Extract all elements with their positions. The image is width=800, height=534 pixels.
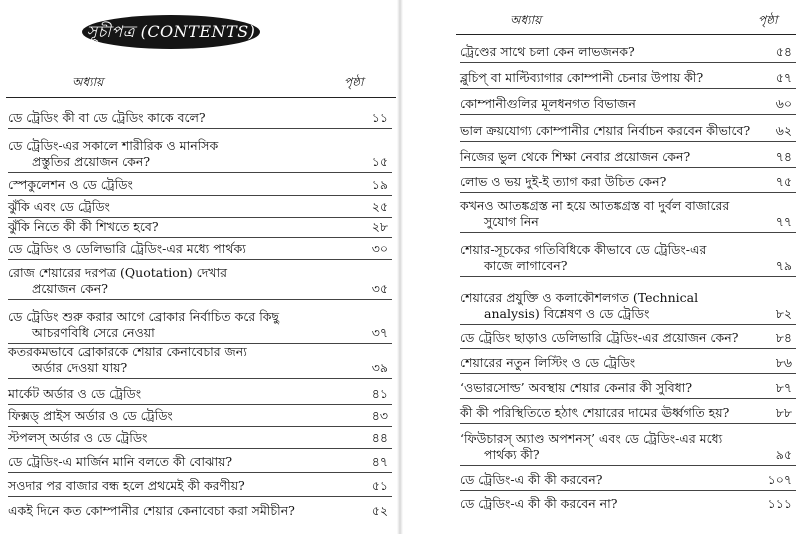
contents-title: সূচীপত্র (CONTENTS) bbox=[82, 15, 260, 49]
page-column-header: পৃষ্ঠা bbox=[344, 75, 364, 89]
entry-page-number: ১০৭ bbox=[767, 472, 792, 487]
entry-title: ফিক্সড্ প্রাইস অর্ডার ও ডে ট্রেডিং bbox=[8, 408, 173, 423]
chapter-column-header: অধ্যায় bbox=[510, 13, 542, 27]
toc-entry[interactable] bbox=[460, 423, 796, 466]
entry-page-number: ৪৭ bbox=[371, 454, 388, 469]
toc-entry[interactable] bbox=[8, 98, 392, 129]
toc-entry[interactable] bbox=[460, 490, 796, 514]
toc-entry[interactable] bbox=[8, 299, 392, 344]
entry-title: শেয়ারের প্রযুক্তি ও কলাকৌশলগত (Technical analysis) বিশ্লেষণ ও ডে ট্রেডিং bbox=[460, 290, 699, 321]
entry-page-number: ৭৫ bbox=[775, 174, 792, 189]
toc-entry[interactable] bbox=[8, 217, 392, 238]
entry-page-number: ৩৭ bbox=[371, 325, 388, 340]
toc-list-left bbox=[8, 98, 392, 528]
entry-page-number: ৯৫ bbox=[775, 447, 792, 462]
entry-title: ঝুঁকি এবং ডে ট্রেডিং bbox=[8, 199, 110, 214]
chapter-column-header: অধ্যায় bbox=[72, 75, 104, 89]
entry-title: সওদার পর বাজার বন্ধ হলে প্রথমেই কী করণীয়? bbox=[8, 478, 245, 493]
entry-page-number: ২৫ bbox=[371, 199, 388, 214]
toc-entry[interactable] bbox=[8, 404, 392, 427]
toc-entry[interactable] bbox=[460, 232, 796, 277]
toc-entry[interactable] bbox=[8, 172, 392, 196]
entry-title: রোজ শেয়ারের দরপত্র (Quotation) দেখার প্রয়োজন কেন? bbox=[8, 265, 227, 296]
entry-page-number: ১১ bbox=[371, 110, 388, 125]
toc-entry[interactable] bbox=[460, 62, 796, 89]
toc-entry[interactable] bbox=[8, 195, 392, 218]
toc-entry[interactable] bbox=[460, 348, 796, 374]
toc-list-right bbox=[460, 36, 796, 516]
entry-page-number: ৭৭ bbox=[775, 214, 792, 229]
toc-entry[interactable] bbox=[8, 472, 392, 497]
entry-title: ডে ট্রেডিং কী বা ডে ট্রেডিং কাকে বলে? bbox=[8, 110, 206, 125]
toc-entry[interactable] bbox=[8, 496, 392, 521]
entry-page-number: ৫১ bbox=[371, 478, 388, 493]
toc-entry[interactable] bbox=[8, 343, 392, 379]
entry-page-number: ১৯ bbox=[371, 177, 388, 192]
toc-entry[interactable] bbox=[460, 276, 796, 325]
entry-title: কী কী পরিস্থিতিতে হঠাৎ শেয়ারের দামের ঊর্ধ্বগতি হয়? bbox=[460, 405, 730, 420]
entry-title: শেয়ার-সূচকের গতিবিধিকে কীভাবে ডে ট্রেডিং-এর কাজে লাগাবেন? bbox=[460, 242, 707, 273]
entry-title: স্পেকুলেশন ও ডে ট্রেডিং bbox=[8, 177, 133, 192]
toc-entry[interactable] bbox=[460, 88, 796, 115]
entry-page-number: ৩৯ bbox=[371, 360, 388, 375]
entry-page-number: ৭৯ bbox=[775, 258, 792, 273]
entry-page-number: ৫২ bbox=[371, 503, 388, 518]
toc-entry[interactable] bbox=[460, 324, 796, 349]
toc-entry[interactable] bbox=[460, 192, 796, 233]
entry-page-number: ২৮ bbox=[371, 219, 388, 234]
entry-title: ডে ট্রেডিং ও ডেলিভারি ট্রেডিং-এর মধ্যে পার্থক্য bbox=[8, 241, 246, 256]
toc-entry[interactable] bbox=[460, 373, 796, 399]
entry-title: ডে ট্রেডিং-এ মার্জিন মানি বলতে কী বোঝায়? bbox=[8, 454, 233, 469]
entry-title: ডে ট্রেডিং ছাড়াও ডেলিভারি ট্রেডিং-এর প্রয়োজন কেন? bbox=[460, 330, 739, 345]
toc-entry[interactable] bbox=[8, 259, 392, 300]
entry-title: শেয়ারের নতুন লিস্টিং ও ডে ট্রেডিং bbox=[460, 355, 636, 370]
entry-page-number: ৩৫ bbox=[371, 281, 388, 296]
entry-title: ডে ট্রেডিং-এ কী কী করবেন? bbox=[460, 472, 603, 487]
entry-page-number: ৪১ bbox=[371, 386, 388, 401]
entry-page-number: ৮৪ bbox=[775, 330, 792, 345]
entry-title: ‘ওভারসোল্ড’ অবস্থায় শেয়ার কেনার কী সুবিধা? bbox=[460, 380, 693, 395]
entry-page-number: ৮৭ bbox=[775, 380, 792, 395]
toc-entry[interactable] bbox=[8, 448, 392, 473]
entry-title: স্টপলস্ অর্ডার ও ডে ট্রেডিং bbox=[8, 430, 148, 445]
entry-title: ডে ট্রেডিং-এ কী কী করবেন না? bbox=[460, 496, 618, 511]
entry-page-number: ৬০ bbox=[775, 96, 792, 111]
entry-title: কতরকমভাবে ব্রোকারকে শেয়ার কেনাবেচার জন্য অর্ডার দেওয়া যায়? bbox=[8, 344, 247, 375]
entry-title: ডে ট্রেডিং শুরু করার আগে ব্রোকার নির্বাচিত করে কিছু আচরণবিধি সেরে নেওয়া bbox=[8, 309, 280, 340]
toc-entry[interactable] bbox=[8, 426, 392, 449]
entry-title: নিজের ভুল থেকে শিক্ষা নেবার প্রয়োজন কেন? bbox=[460, 149, 691, 164]
entry-title: ব্লুচিপ্ বা মাল্টিব্যাগার কোম্পানী চেনার উপায় কী? bbox=[460, 70, 704, 85]
toc-entry[interactable] bbox=[8, 378, 392, 405]
entry-page-number: ৪৪ bbox=[371, 430, 388, 445]
entry-title: একই দিনে কত কোম্পানীর শেয়ার কেনাবেচা করা সমীচীন? bbox=[8, 503, 295, 518]
entry-page-number: ৮৬ bbox=[775, 355, 792, 370]
toc-entry[interactable] bbox=[460, 398, 796, 424]
toc-entry[interactable] bbox=[8, 237, 392, 260]
entry-page-number: ৫৭ bbox=[775, 70, 792, 85]
entry-title: ডে ট্রেডিং-এর সকালে শারীরিক ও মানসিক প্রস্তুতির প্রয়োজন কেন? bbox=[8, 138, 219, 169]
entry-page-number: ৪৩ bbox=[371, 408, 388, 423]
page-column-header: পৃষ্ঠা bbox=[758, 13, 778, 27]
entry-page-number: ৭৪ bbox=[775, 149, 792, 164]
toc-entry[interactable] bbox=[460, 114, 796, 142]
right-page bbox=[400, 0, 800, 534]
toc-entry[interactable] bbox=[460, 141, 796, 168]
entry-page-number: ১৫ bbox=[371, 154, 388, 169]
entry-title: লোভ ও ভয় দুই-ই ত্যাগ করা উচিত কেন? bbox=[460, 174, 667, 189]
header-rule bbox=[456, 34, 796, 35]
entry-title: ঝুঁকি নিতে কী কী শিখতে হবে? bbox=[8, 219, 159, 234]
entry-title: ‘ফিউচারস্ অ্যাণ্ড অপশনস্’ এবং ডে ট্রেডিং-এর মধ্যে পার্থক্য কী? bbox=[460, 431, 723, 462]
toc-entry[interactable] bbox=[8, 128, 392, 173]
entry-page-number: ১১১ bbox=[767, 496, 792, 511]
entry-title: ট্রেণ্ডের সাথে চলা কেন লাভজনক? bbox=[460, 44, 635, 59]
toc-entry[interactable] bbox=[460, 167, 796, 193]
toc-entry[interactable] bbox=[460, 465, 796, 491]
entry-title: কখনও আতঙ্কগ্রস্ত না হয়ে আতঙ্কগ্রস্ত বা দুর্বল বাজারের সুযোগ নিন bbox=[460, 198, 730, 229]
entry-title: মার্কেট অর্ডার ও ডে ট্রেডিং bbox=[8, 386, 142, 401]
entry-page-number: ৫৪ bbox=[775, 44, 792, 59]
entry-page-number: ৮৮ bbox=[775, 405, 792, 420]
entry-title: কোম্পানীগুলির মূলধনগত বিভাজন bbox=[460, 96, 636, 111]
toc-entry[interactable] bbox=[460, 36, 796, 63]
entry-page-number: ৩০ bbox=[371, 241, 388, 256]
entry-page-number: ৬২ bbox=[775, 123, 792, 138]
entry-page-number: ৮২ bbox=[775, 306, 792, 321]
entry-title: ভাল ক্রয়যোগ্য কোম্পানীর শেয়ার নির্বাচন করবেন কীভাবে? bbox=[460, 123, 751, 138]
